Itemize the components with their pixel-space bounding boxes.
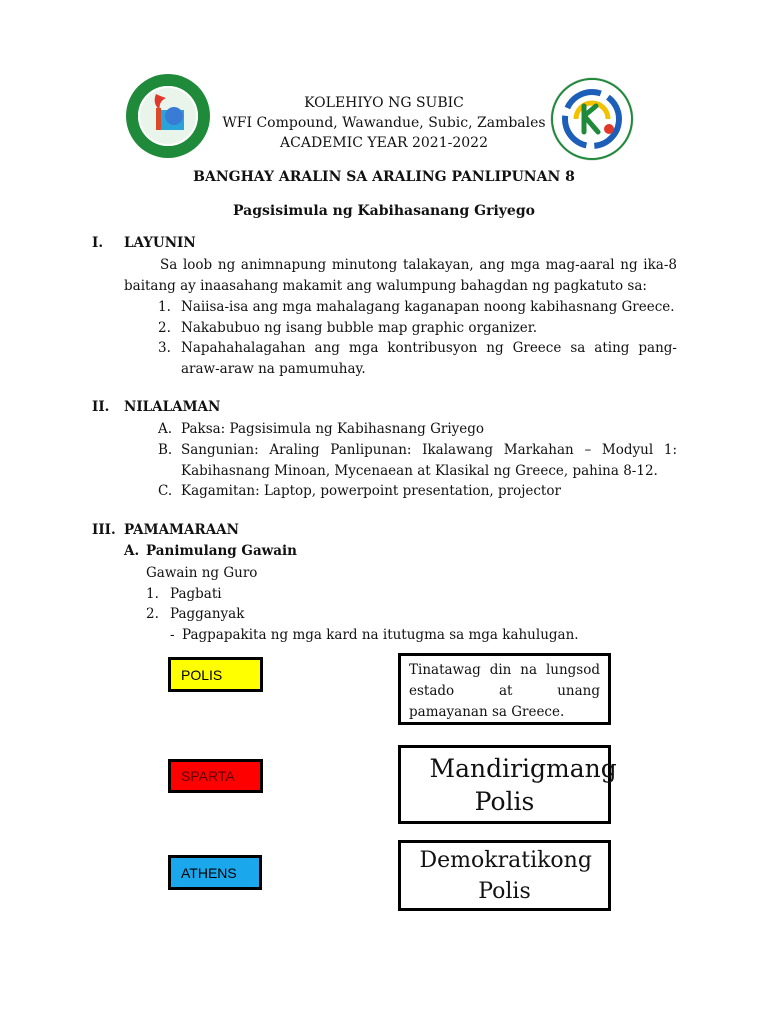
step-1-text: Pagbati bbox=[170, 586, 222, 602]
step-2-number: 2. bbox=[146, 606, 159, 622]
section-3-number: III. bbox=[92, 522, 116, 538]
dash-text: Pagpapakita ng mga kard na itutugma sa mga kahulugan. bbox=[182, 627, 579, 643]
definition-3-text: Demokratikong Polis bbox=[419, 847, 592, 904]
document-title: BANGHAY ARALIN SA ARALING PANLIPUNAN 8 bbox=[193, 169, 575, 185]
athens-card[interactable] bbox=[168, 855, 262, 890]
teacher-activity-label: Gawain ng Guro bbox=[146, 565, 258, 581]
objective-2-number: 2. bbox=[158, 320, 171, 336]
objective-1-number: 1. bbox=[158, 299, 171, 315]
objective-1-text: Naiisa-isa ang mga mahalagang kaganapan noong kabihasnang Greece. bbox=[181, 299, 675, 315]
objective-2-text: Nakabubuo ng isang bubble map graphic organizer. bbox=[181, 320, 538, 336]
sparta-card-label: SPARTA bbox=[181, 768, 235, 784]
dash-bullet: - bbox=[170, 627, 175, 643]
content-c-letter: C. bbox=[158, 483, 173, 499]
definition-2-text: Mandirigmang Polis bbox=[429, 753, 617, 816]
subsection-a-letter: A. bbox=[124, 543, 140, 559]
subsection-a-heading: Panimulang Gawain bbox=[146, 543, 297, 559]
objective-3-text: Napahahalagahan ang mga kontribusyon ng Greece sa ating pang-araw-araw na pamumuhay. bbox=[181, 340, 677, 377]
content-c-text: Kagamitan: Laptop, powerpoint presentation, projector bbox=[181, 483, 561, 499]
content-b-text: Sangunian: Araling Panlipunan: Ikalawang Markahan – Modyul 1: Kabihasnang Minoan, Mycenaean at Klasikal ng Greece, pahina 8-12. bbox=[181, 442, 677, 479]
sparta-card[interactable] bbox=[168, 759, 263, 793]
athens-card-label: ATHENS bbox=[181, 864, 237, 881]
section-2-heading: NILALAMAN bbox=[124, 399, 221, 415]
school-name: KOLEHIYO NG SUBIC bbox=[304, 95, 464, 111]
definition-card-1[interactable] bbox=[398, 653, 611, 725]
content-a-letter: A. bbox=[158, 421, 173, 437]
school-address: WFI Compound, Wawandue, Subic, Zambales bbox=[222, 115, 546, 131]
definition-1-text: Tinatawag din na lungsod estado at unang pamayanan sa Greece. bbox=[409, 662, 600, 720]
section-1-intro: Sa loob ng animnapung minutong talakayan, ang mga mag-aaral ng ika-8 baitang ay inaasahang makamit ang walumpung bahagdan ng pagkatuto sa: bbox=[124, 257, 677, 294]
section-1-number: I. bbox=[92, 235, 104, 251]
polis-card-label: POLIS bbox=[181, 666, 223, 683]
content-a-text: Paksa: Pagsisimula ng Kabihasnang Griyego bbox=[181, 421, 485, 437]
polis-card[interactable] bbox=[168, 657, 263, 692]
definition-card-2[interactable] bbox=[398, 745, 617, 824]
academic-year: ACADEMIC YEAR 2021-2022 bbox=[280, 135, 488, 151]
objective-3-number: 3. bbox=[158, 340, 171, 356]
section-1-heading: LAYUNIN bbox=[124, 235, 196, 251]
document-subtitle: Pagsisimula ng Kabihasanang Griyego bbox=[233, 203, 535, 219]
content-b-letter: B. bbox=[158, 442, 173, 458]
step-2-text: Pagganyak bbox=[170, 606, 245, 622]
section-2-number: II. bbox=[92, 399, 110, 415]
section-3-heading: PAMAMARAAN bbox=[124, 522, 239, 538]
step-1-number: 1. bbox=[146, 586, 159, 602]
definition-card-3[interactable] bbox=[398, 840, 611, 911]
